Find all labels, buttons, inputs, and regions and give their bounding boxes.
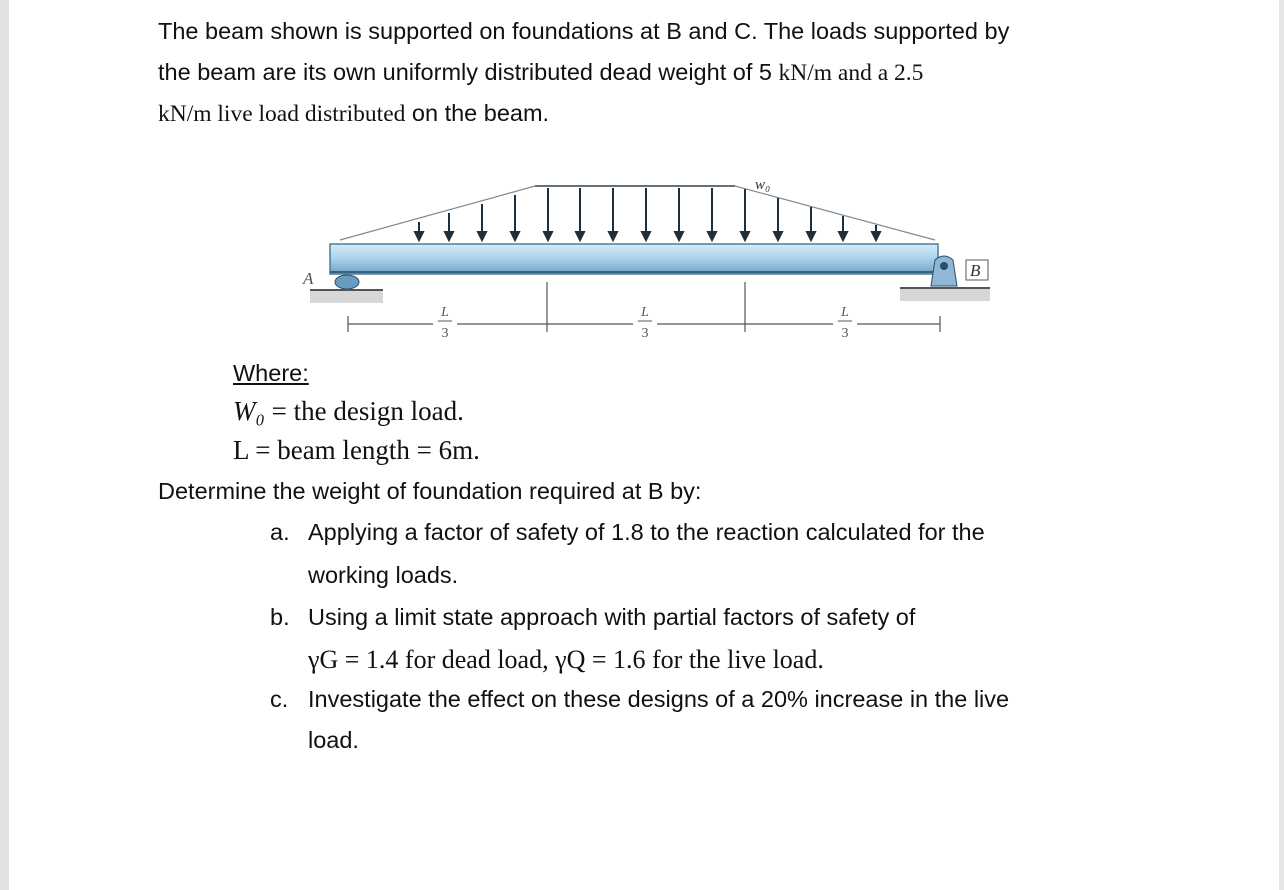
support-a-label: A	[303, 269, 314, 288]
beam-diagram	[295, 168, 1005, 350]
item-c-line-1: Investigate the effect on these designs of a 20% increase in the live	[308, 686, 1010, 712]
load-arrow	[576, 188, 584, 240]
load-arrow	[872, 225, 880, 240]
length-definition: L = beam length = 6m.	[233, 435, 480, 465]
load-arrow	[708, 188, 716, 240]
load-arrow	[839, 216, 847, 240]
intro-line-3	[158, 100, 549, 128]
question-prompt: Determine the weight of foundation required at B by:	[158, 478, 702, 504]
load-arrow	[774, 198, 782, 240]
load-arrow	[675, 188, 683, 240]
item-a-line-2: working loads.	[308, 562, 459, 588]
load-arrow	[544, 188, 552, 240]
support-a	[310, 275, 383, 303]
where-heading: Where:	[233, 360, 309, 386]
load-arrow	[511, 195, 519, 240]
span-2-denominator: 3	[641, 326, 649, 341]
beam	[330, 244, 938, 274]
intro-line-1: The beam shown is supported on foundations at B and C. The loads supported by	[158, 18, 1010, 44]
item-c-marker: c.	[270, 686, 289, 712]
page-left-edge	[0, 0, 9, 890]
load-arrow	[741, 189, 749, 240]
w0-definition	[233, 396, 464, 427]
item-a-marker: a.	[270, 519, 290, 545]
span-2-numerator: L	[641, 305, 649, 320]
intro-line-2-b: kN/m and a 2.5	[778, 60, 924, 86]
intro-line-3-a: kN/m live load distributed	[158, 101, 406, 127]
span-3-numerator: L	[841, 305, 849, 320]
item-a-line-1: Applying a factor of safety of 1.8 to the reaction calculated for the	[308, 519, 985, 545]
load-arrow	[445, 213, 453, 240]
item-b-line-2: γG = 1.4 for dead load, γQ = 1.6 for the live load.	[308, 645, 824, 674]
load-arrows	[415, 188, 880, 240]
load-arrow	[807, 207, 815, 240]
span-3-denominator: 3	[841, 326, 849, 341]
w0-text: = the design load.	[264, 396, 464, 426]
item-b-line-1: Using a limit state approach with partial factors of safety of	[308, 604, 916, 630]
load-label: w₀	[755, 177, 771, 193]
load-arrow	[609, 188, 617, 240]
w0-symbol: W₀	[233, 396, 265, 426]
load-arrow	[415, 222, 423, 240]
page-right-edge	[1279, 0, 1284, 890]
support-b-label: B	[970, 261, 981, 280]
intro-line-2-a: the beam are its own uniformly distributed dead weight of 5	[158, 59, 779, 85]
load-arrow	[642, 188, 650, 240]
item-b-marker: b.	[270, 604, 290, 630]
load-arrow	[478, 204, 486, 240]
intro-line-3-b: on the beam.	[405, 100, 550, 126]
intro-line-2	[158, 59, 923, 87]
span-1-numerator: L	[441, 305, 449, 320]
item-c-line-2: load.	[308, 727, 359, 753]
span-1-denominator: 3	[441, 326, 449, 341]
